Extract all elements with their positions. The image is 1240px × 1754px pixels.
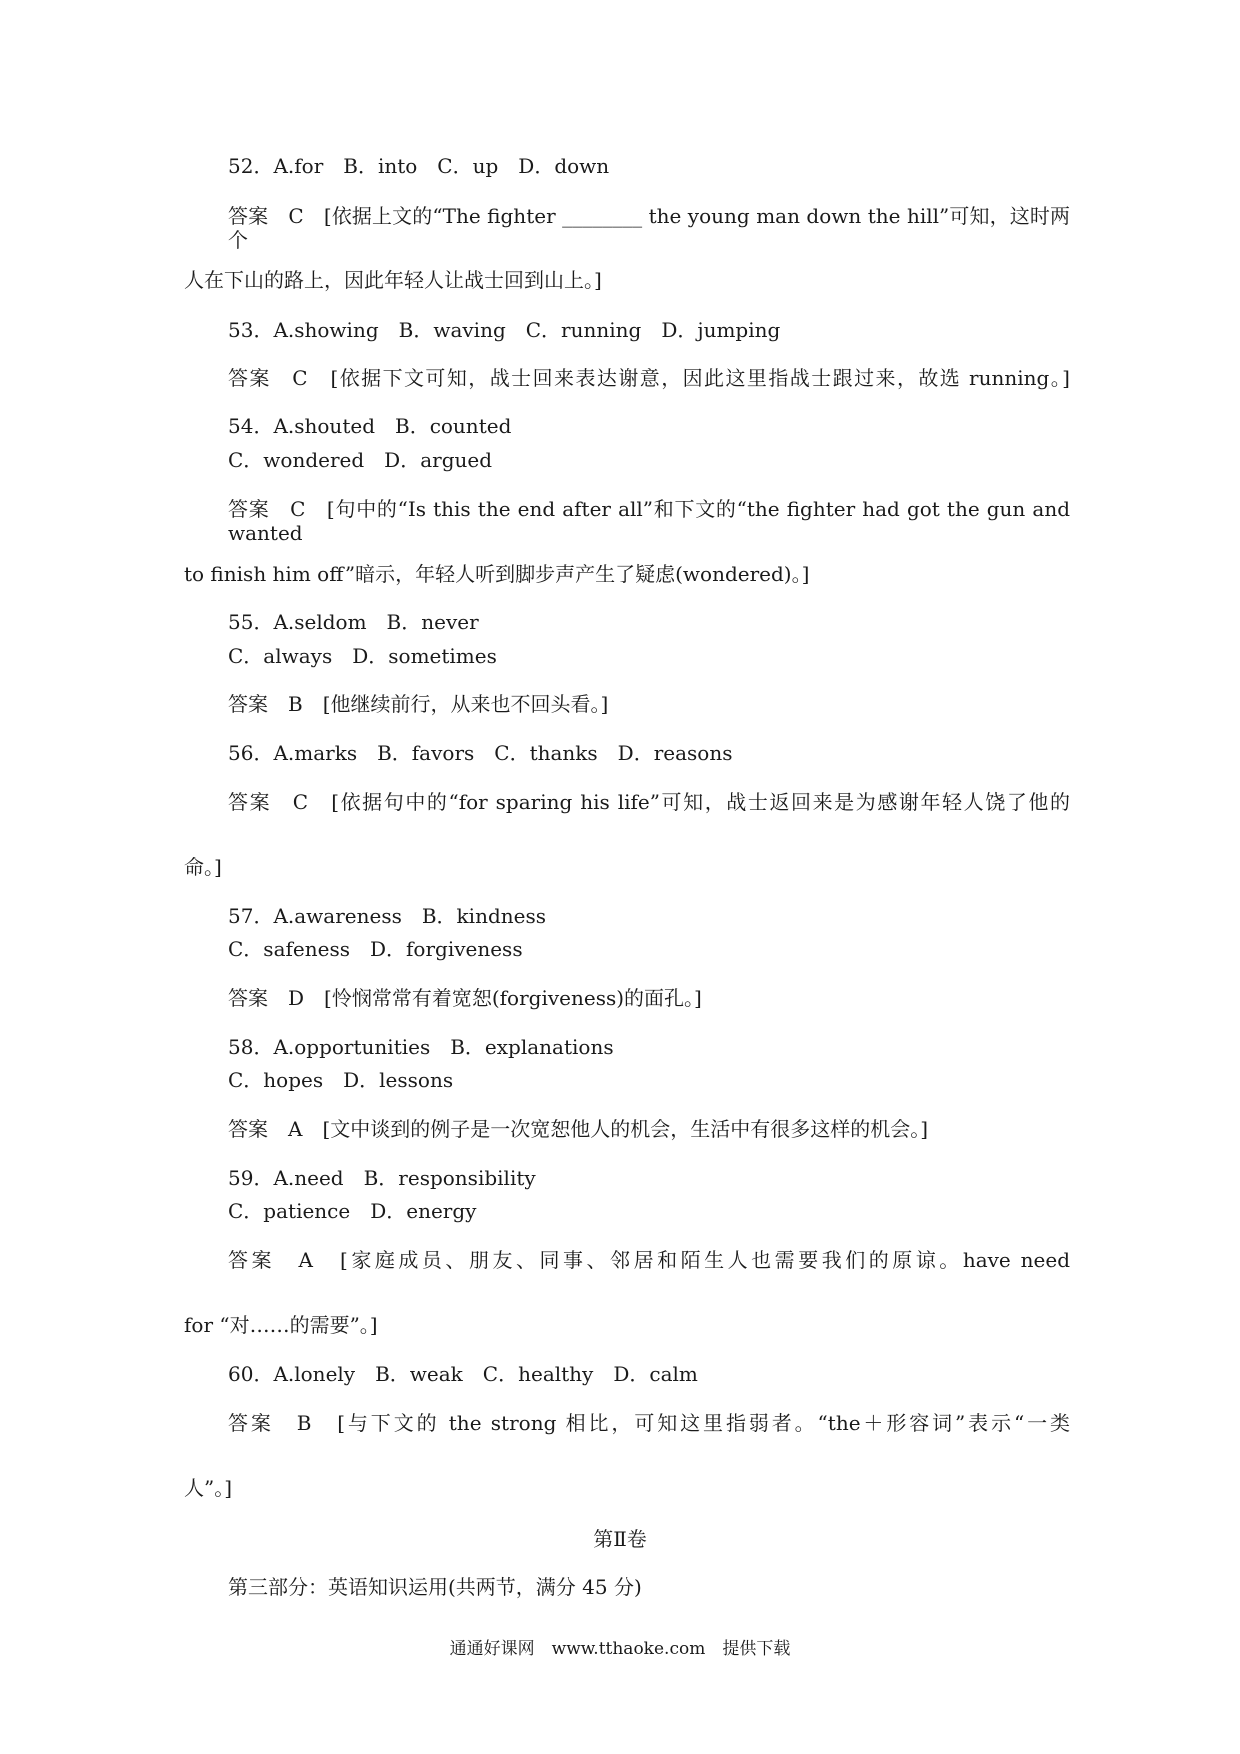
- q52-answer: 答案 C [依据上文的“The fighter ________ the young man down the hill”可知，这时两个: [228, 204, 1070, 252]
- page-footer: 通通好课网 www.tthaoke.com 提供下载: [449, 1639, 791, 1659]
- q56-options: 56．A.marks B．favors C．thanks D．reasons: [228, 741, 733, 765]
- q58-options-line1: 58．A.opportunities B．explanations: [228, 1035, 614, 1059]
- volume-heading: 第Ⅱ卷: [593, 1527, 647, 1551]
- q60-options: 60．A.lonely B．weak C．healthy D．calm: [228, 1362, 698, 1386]
- q57-answer: 答案 D [怜悯常常有着宽恕(forgiveness)的面孔。]: [228, 986, 702, 1010]
- q59-options-line2: C．patience D．energy: [228, 1199, 477, 1223]
- q55-options-line2: C．always D．sometimes: [228, 644, 497, 668]
- section-heading: 第三部分：英语知识运用(共两节，满分 45 分): [228, 1575, 642, 1599]
- q57-options-line1: 57．A.awareness B．kindness: [228, 904, 546, 928]
- q53-options: 53．A.showing B．waving C．running D．jumping: [228, 318, 781, 342]
- q60-answer-cont: 人”。]: [184, 1476, 233, 1500]
- q59-options-line1: 59．A.need B．responsibility: [228, 1166, 536, 1190]
- q56-answer-cont: 命。]: [184, 855, 222, 879]
- q55-answer: 答案 B [他继续前行，从来也不回头看。]: [228, 692, 609, 716]
- q57-options-line2: C．safeness D．forgiveness: [228, 937, 523, 961]
- q59-answer-cont: for “对……的需要”。]: [184, 1313, 378, 1337]
- q54-options-line2: C．wondered D．argued: [228, 448, 493, 472]
- q58-answer: 答案 A [文中谈到的例子是一次宽恕他人的机会，生活中有很多这样的机会。]: [228, 1117, 929, 1141]
- q53-answer: 答案 C [依据下文可知，战士回来表达谢意，因此这里指战士跟过来，故选 running。]: [228, 366, 1070, 390]
- q54-options-line1: 54．A.shouted B．counted: [228, 414, 512, 438]
- q56-answer: 答案 C [依据句中的“for sparing his life”可知，战士返回来是为感谢年轻人饶了他的: [228, 790, 1070, 814]
- q58-options-line2: C．hopes D．lessons: [228, 1068, 454, 1092]
- q54-answer: 答案 C [句中的“Is this the end after all”和下文的“the fighter had got the gun and wanted: [228, 497, 1070, 545]
- q52-answer-cont: 人在下山的路上，因此年轻人让战士回到山上。]: [184, 268, 602, 292]
- q59-answer: 答案 A [家庭成员、朋友、同事、邻居和陌生人也需要我们的原谅。have need: [228, 1248, 1070, 1272]
- q60-answer: 答案 B [与下文的 the strong 相比，可知这里指弱者。“the＋形容词”表示“一类: [228, 1411, 1070, 1435]
- q54-answer-cont: to finish him off”暗示，年轻人听到脚步声产生了疑虑(wondered)。]: [184, 562, 810, 586]
- q52-options: 52．A.for B．into C．up D．down: [228, 154, 610, 178]
- q55-options-line1: 55．A.seldom B．never: [228, 610, 479, 634]
